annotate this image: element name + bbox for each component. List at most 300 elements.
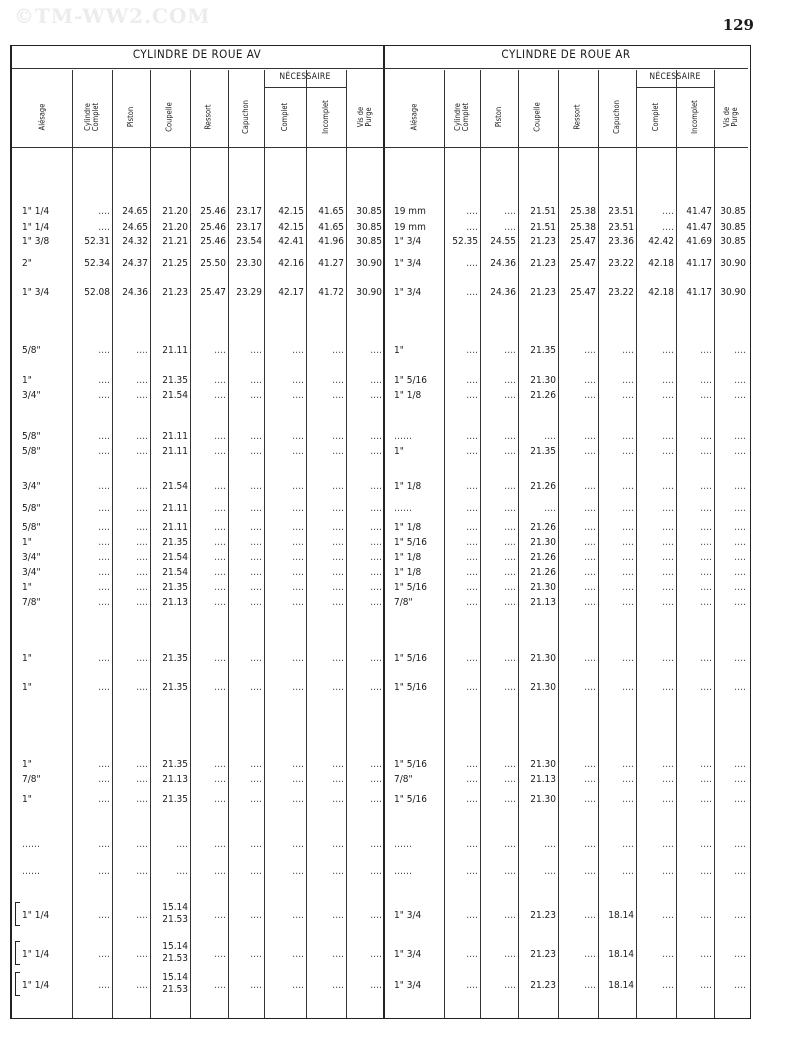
- table-cell: 30.90: [356, 258, 382, 269]
- table-cell: 24.36: [490, 287, 516, 298]
- table-cell: 21.20: [162, 206, 188, 217]
- table-cell: ….: [466, 206, 478, 217]
- table-cell: ….: [734, 522, 746, 533]
- table-cell: ….: [214, 503, 226, 514]
- table-cell: ….: [466, 552, 478, 563]
- column-header-label: Cylindre Complet: [453, 102, 470, 132]
- table-cell: 25.38: [570, 206, 596, 217]
- table-cell: ….: [98, 345, 110, 356]
- column-header-label: Complet: [651, 102, 660, 132]
- table-cell: ….: [466, 222, 478, 233]
- table-cell: ….: [622, 567, 634, 578]
- table-cell: ….: [214, 866, 226, 877]
- table-cell: 21.35: [162, 375, 188, 386]
- table-cell: ….: [370, 910, 382, 921]
- table-cell: ….: [504, 537, 516, 548]
- cell-alesage: ……: [22, 866, 40, 877]
- table-cell: ….: [370, 552, 382, 563]
- cell-alesage: 1" 5/16: [394, 794, 427, 805]
- table-cell: ….: [370, 759, 382, 770]
- column-header-left-6: [264, 88, 306, 146]
- table-cell: ….: [466, 431, 478, 442]
- table-cell: ….: [504, 597, 516, 608]
- table-cell: ….: [250, 597, 262, 608]
- table-cell: ….: [544, 839, 556, 850]
- table-cell: ….: [98, 759, 110, 770]
- table-cell: ….: [662, 774, 674, 785]
- column-header-left-3: [150, 88, 190, 146]
- table-cell: 21.30: [530, 794, 556, 805]
- table-cell: 25.47: [570, 258, 596, 269]
- table-cell: ….: [700, 375, 712, 386]
- table-cell: ….: [700, 794, 712, 805]
- column-header-label: Incomplet: [689, 100, 699, 134]
- table-cell: ….: [734, 866, 746, 877]
- table-cell: ….: [332, 390, 344, 401]
- table-cell: ….: [662, 375, 674, 386]
- table-cell: ….: [332, 759, 344, 770]
- table-cell: ….: [504, 794, 516, 805]
- table-cell: ….: [622, 582, 634, 593]
- necessaire-label-rear: NÉCESSAIRE: [649, 72, 701, 82]
- column-header-label: Vis de Purge: [355, 106, 373, 128]
- table-cell: ….: [662, 582, 674, 593]
- cell-alesage: 1" 5/16: [394, 375, 427, 386]
- table-cell: 24.55: [490, 236, 516, 247]
- table-cell: ….: [98, 206, 110, 217]
- table-cell: ….: [176, 866, 188, 877]
- table-cell: ….: [370, 431, 382, 442]
- table-cell: ….: [734, 597, 746, 608]
- table-cell: 25.47: [570, 236, 596, 247]
- table-cell: ….: [136, 866, 148, 877]
- column-header-right-0: [384, 88, 444, 146]
- table-cell: 15.14 21.53: [162, 972, 188, 995]
- table-cell: ….: [700, 537, 712, 548]
- table-cell: ….: [332, 582, 344, 593]
- table-cell: ….: [584, 522, 596, 533]
- table-cell: ….: [136, 980, 148, 991]
- table-cell: ….: [700, 910, 712, 921]
- table-cell: ….: [214, 682, 226, 693]
- table-cell: 21.26: [530, 481, 556, 492]
- table-cell: ….: [504, 682, 516, 693]
- table-cell: ….: [370, 794, 382, 805]
- table-cell: 21.54: [162, 567, 188, 578]
- cell-alesage: 3/4": [22, 481, 41, 492]
- column-header-left-4: [190, 88, 228, 146]
- table-cell: 23.29: [236, 287, 262, 298]
- table-cell: 41.47: [686, 206, 712, 217]
- cell-alesage: 1" 5/16: [394, 582, 427, 593]
- table-cell: 21.25: [162, 258, 188, 269]
- table-cell: 21.30: [530, 682, 556, 693]
- table-cell: ….: [292, 910, 304, 921]
- row-bracket: [15, 902, 20, 926]
- table-cell: 21.23: [530, 287, 556, 298]
- table-cell: ….: [700, 567, 712, 578]
- cell-alesage: ……: [394, 503, 412, 514]
- table-cell: ….: [584, 597, 596, 608]
- table-cell: 21.30: [530, 759, 556, 770]
- table-cell: ….: [504, 980, 516, 991]
- table-cell: 42.15: [278, 222, 304, 233]
- table-cell: ….: [584, 503, 596, 514]
- cell-alesage: ……: [394, 839, 412, 850]
- table-cell: ….: [662, 206, 674, 217]
- table-cell: ….: [136, 375, 148, 386]
- cell-alesage: 5/8": [22, 446, 41, 457]
- table-cell: ….: [662, 653, 674, 664]
- cell-alesage: 1": [394, 446, 404, 457]
- table-cell: 23.17: [236, 222, 262, 233]
- table-cell: ….: [332, 949, 344, 960]
- column-header-left-1: [72, 88, 112, 146]
- table-cell: ….: [662, 481, 674, 492]
- table-cell: ….: [332, 980, 344, 991]
- table-cell: ….: [292, 949, 304, 960]
- table-cell: 41.72: [318, 287, 344, 298]
- table-cell: ….: [734, 910, 746, 921]
- table-cell: 21.51: [530, 206, 556, 217]
- table-cell: ….: [662, 537, 674, 548]
- table-cell: ….: [466, 345, 478, 356]
- column-header-label: Coupelle: [165, 102, 174, 132]
- table-cell: ….: [332, 910, 344, 921]
- table-cell: ….: [136, 390, 148, 401]
- table-cell: ….: [466, 653, 478, 664]
- table-cell: 21.23: [530, 236, 556, 247]
- table-cell: ….: [98, 375, 110, 386]
- table-cell: ….: [332, 682, 344, 693]
- table-cell: ….: [370, 375, 382, 386]
- cell-alesage: 1" 1/8: [394, 481, 422, 492]
- table-cell: ….: [662, 431, 674, 442]
- table-cell: ….: [250, 582, 262, 593]
- table-cell: ….: [370, 980, 382, 991]
- table-cell: ….: [370, 503, 382, 514]
- table-cell: ….: [504, 503, 516, 514]
- table-cell: ….: [700, 774, 712, 785]
- table-cell: ….: [544, 431, 556, 442]
- table-cell: ….: [504, 949, 516, 960]
- table-cell: ….: [332, 597, 344, 608]
- table-cell: ….: [700, 481, 712, 492]
- table-cell: ….: [734, 481, 746, 492]
- table-cell: ….: [700, 582, 712, 593]
- cell-alesage: 1" 1/4: [22, 980, 50, 991]
- cell-alesage: 1" 5/16: [394, 759, 427, 770]
- table-cell: ….: [504, 375, 516, 386]
- table-cell: 21.30: [530, 537, 556, 548]
- table-cell: ….: [370, 567, 382, 578]
- table-cell: ….: [370, 537, 382, 548]
- cell-alesage: 1" 1/8: [394, 390, 422, 401]
- table-cell: ….: [250, 759, 262, 770]
- table-cell: 41.96: [318, 236, 344, 247]
- table-cell: ….: [700, 980, 712, 991]
- table-cell: ….: [504, 522, 516, 533]
- table-cell: ….: [98, 446, 110, 457]
- table-cell: ….: [370, 949, 382, 960]
- table-cell: ….: [136, 653, 148, 664]
- table-cell: ….: [584, 481, 596, 492]
- table-cell: ….: [250, 567, 262, 578]
- cell-alesage: 1" 1/4: [22, 910, 50, 921]
- cell-alesage: 1" 1/8: [394, 567, 422, 578]
- grid-hline: [636, 87, 714, 88]
- table-cell: ….: [700, 390, 712, 401]
- column-header-right-5: [598, 88, 636, 146]
- table-cell: ….: [250, 375, 262, 386]
- table-cell: 41.47: [686, 222, 712, 233]
- cell-alesage: 1" 1/4: [22, 949, 50, 960]
- table-cell: ….: [292, 481, 304, 492]
- table-cell: ….: [98, 949, 110, 960]
- table-cell: ….: [544, 866, 556, 877]
- table-cell: ….: [136, 522, 148, 533]
- column-header-right-8: [714, 88, 748, 146]
- table-cell: ….: [292, 582, 304, 593]
- table-cell: ….: [332, 774, 344, 785]
- cell-alesage: 7/8": [394, 774, 413, 785]
- table-cell: ….: [662, 446, 674, 457]
- cell-alesage: 1" 3/4: [22, 287, 50, 298]
- column-header-label: Ressort: [203, 104, 213, 130]
- table-cell: ….: [662, 222, 674, 233]
- table-cell: 18.14: [608, 980, 634, 991]
- table-cell: ….: [98, 774, 110, 785]
- table-cell: ….: [370, 682, 382, 693]
- grid-vline: [346, 70, 347, 1018]
- table-cell: 21.23: [162, 287, 188, 298]
- table-cell: 30.85: [356, 206, 382, 217]
- table-cell: ….: [250, 653, 262, 664]
- table-cell: 21.35: [530, 446, 556, 457]
- table-cell: 23.51: [608, 206, 634, 217]
- table-cell: 42.16: [278, 258, 304, 269]
- column-header-right-1: [444, 88, 480, 146]
- table-cell: ….: [250, 682, 262, 693]
- table-cell: ….: [584, 431, 596, 442]
- table-cell: 18.14: [608, 910, 634, 921]
- table-cell: ….: [504, 431, 516, 442]
- table-cell: ….: [662, 522, 674, 533]
- table-cell: ….: [584, 375, 596, 386]
- table-cell: 42.18: [648, 287, 674, 298]
- table-cell: ….: [176, 839, 188, 850]
- table-cell: ….: [622, 522, 634, 533]
- table-cell: ….: [622, 866, 634, 877]
- table-cell: 15.14 21.53: [162, 902, 188, 925]
- table-cell: ….: [504, 910, 516, 921]
- table-cell: ….: [370, 446, 382, 457]
- table-cell: ….: [466, 390, 478, 401]
- table-cell: ….: [136, 481, 148, 492]
- table-cell: ….: [98, 222, 110, 233]
- table-cell: 23.17: [236, 206, 262, 217]
- table-cell: ….: [584, 759, 596, 770]
- table-cell: ….: [98, 567, 110, 578]
- cell-alesage: 1": [22, 537, 32, 548]
- table-cell: 25.46: [200, 222, 226, 233]
- table-cell: ….: [466, 481, 478, 492]
- table-cell: ….: [584, 949, 596, 960]
- table-cell: 24.65: [122, 222, 148, 233]
- cell-alesage: 5/8": [22, 431, 41, 442]
- table-cell: ….: [370, 774, 382, 785]
- column-header-label: Complet: [280, 102, 289, 132]
- table-cell: ….: [700, 522, 712, 533]
- table-cell: ….: [370, 582, 382, 593]
- table-cell: ….: [466, 774, 478, 785]
- table-cell: ….: [136, 682, 148, 693]
- table-cell: ….: [250, 552, 262, 563]
- table-cell: ….: [466, 682, 478, 693]
- table-cell: 21.11: [162, 522, 188, 533]
- cell-alesage: 19 mm: [394, 222, 426, 233]
- table-cell: ….: [136, 774, 148, 785]
- table-cell: ….: [584, 794, 596, 805]
- table-cell: 21.23: [530, 910, 556, 921]
- table-cell: ….: [136, 582, 148, 593]
- table-cell: ….: [466, 258, 478, 269]
- table-cell: 21.11: [162, 503, 188, 514]
- table-cell: 21.26: [530, 522, 556, 533]
- cell-alesage: ……: [394, 431, 412, 442]
- table-cell: ….: [584, 910, 596, 921]
- cell-alesage: ……: [394, 866, 412, 877]
- column-header-label: Alésage: [408, 103, 418, 131]
- table-cell: 15.14 21.53: [162, 941, 188, 964]
- cell-alesage: 1" 3/4: [394, 236, 422, 247]
- column-header-right-2: [480, 88, 518, 146]
- grid-vline: [714, 70, 715, 1018]
- column-header-label: Capuchon: [241, 100, 250, 134]
- table-cell: ….: [584, 839, 596, 850]
- column-header-left-5: [228, 88, 264, 146]
- table-cell: 21.23: [530, 949, 556, 960]
- table-cell: ….: [700, 345, 712, 356]
- table-cell: ….: [292, 431, 304, 442]
- table-cell: 21.11: [162, 345, 188, 356]
- table-cell: ….: [584, 866, 596, 877]
- page-number: 129: [722, 16, 754, 34]
- group-title-rear: CYLINDRE DE ROUE AR: [501, 47, 631, 61]
- table-cell: ….: [250, 431, 262, 442]
- cell-alesage: 1" 5/16: [394, 653, 427, 664]
- table-cell: ….: [292, 345, 304, 356]
- table-cell: ….: [700, 503, 712, 514]
- table-cell: ….: [584, 345, 596, 356]
- table-cell: ….: [292, 552, 304, 563]
- table-cell: ….: [214, 481, 226, 492]
- table-cell: ….: [332, 503, 344, 514]
- table-cell: ….: [466, 287, 478, 298]
- column-header-label: Incomplet: [320, 100, 330, 134]
- table-cell: 23.30: [236, 258, 262, 269]
- table-cell: ….: [734, 375, 746, 386]
- table-cell: ….: [292, 503, 304, 514]
- table-cell: ….: [98, 537, 110, 548]
- table-cell: ….: [584, 567, 596, 578]
- table-cell: ….: [214, 949, 226, 960]
- table-cell: ….: [214, 839, 226, 850]
- column-header-right-3: [518, 88, 558, 146]
- table-cell: ….: [504, 653, 516, 664]
- table-cell: 18.14: [608, 949, 634, 960]
- table-cell: ….: [136, 537, 148, 548]
- table-cell: 23.36: [608, 236, 634, 247]
- table-cell: ….: [136, 503, 148, 514]
- table-cell: ….: [734, 774, 746, 785]
- cell-alesage: 5/8": [22, 522, 41, 533]
- table-cell: ….: [292, 980, 304, 991]
- table-cell: ….: [734, 552, 746, 563]
- table-cell: 21.35: [162, 759, 188, 770]
- table-cell: ….: [214, 390, 226, 401]
- row-bracket: [15, 941, 20, 965]
- table-cell: ….: [214, 582, 226, 593]
- cell-alesage: 1": [22, 582, 32, 593]
- table-cell: ….: [466, 949, 478, 960]
- group-title-front: CYLINDRE DE ROUE AV: [132, 47, 262, 61]
- table-cell: ….: [466, 522, 478, 533]
- table-cell: ….: [136, 839, 148, 850]
- table-cell: 25.46: [200, 206, 226, 217]
- table-cell: ….: [98, 682, 110, 693]
- table-cell: ….: [332, 537, 344, 548]
- table-cell: ….: [250, 866, 262, 877]
- column-header-right-7: [676, 88, 714, 146]
- table-cell: ….: [544, 503, 556, 514]
- table-cell: ….: [622, 597, 634, 608]
- table-cell: ….: [250, 980, 262, 991]
- table-cell: ….: [370, 345, 382, 356]
- table-cell: ….: [136, 446, 148, 457]
- table-cell: ….: [136, 552, 148, 563]
- table-cell: ….: [662, 866, 674, 877]
- table-cell: 21.21: [162, 236, 188, 247]
- table-cell: ….: [250, 839, 262, 850]
- table-cell: ….: [700, 949, 712, 960]
- table-cell: ….: [622, 774, 634, 785]
- table-cell: ….: [700, 552, 712, 563]
- table-cell: ….: [700, 653, 712, 664]
- table-cell: ….: [98, 582, 110, 593]
- table-cell: 30.90: [356, 287, 382, 298]
- cell-alesage: 1" 3/4: [394, 258, 422, 269]
- column-header-left-2: [112, 88, 150, 146]
- table-cell: 21.11: [162, 431, 188, 442]
- table-cell: 21.23: [530, 258, 556, 269]
- table-cell: ….: [214, 794, 226, 805]
- table-cell: ….: [700, 839, 712, 850]
- grid-vline: [444, 70, 445, 1018]
- table-cell: 24.36: [490, 258, 516, 269]
- table-cell: ….: [662, 345, 674, 356]
- table-cell: 42.41: [278, 236, 304, 247]
- table-cell: 21.13: [530, 774, 556, 785]
- table-cell: 52.08: [84, 287, 110, 298]
- table-cell: ….: [98, 866, 110, 877]
- column-header-left-7: [306, 88, 346, 146]
- table-cell: 21.54: [162, 481, 188, 492]
- cell-alesage: 2": [22, 258, 32, 269]
- grid-vline: [480, 70, 481, 1018]
- table-cell: 25.50: [200, 258, 226, 269]
- table-cell: ….: [584, 537, 596, 548]
